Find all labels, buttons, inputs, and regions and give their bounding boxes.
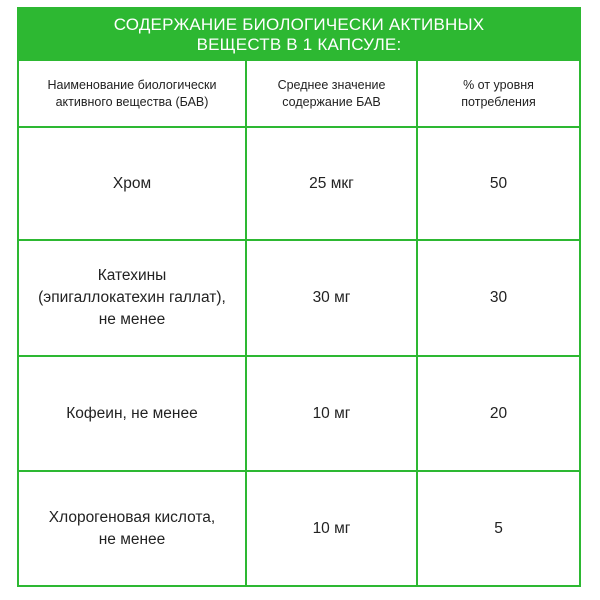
row-2-substance-name-line-3: не менее xyxy=(98,311,166,328)
row-2-substance-name xyxy=(19,241,247,357)
row-4-amount: 10 мг xyxy=(247,472,418,585)
row-3-amount: 10 мг xyxy=(247,357,418,472)
row-4-substance-name xyxy=(19,472,247,585)
header-percent-intake-line-2: потребления xyxy=(461,94,536,109)
header-percent-intake xyxy=(418,61,579,128)
table-title-line-1: СОДЕРЖАНИЕ БИОЛОГИЧЕСКИ АКТИВНЫХ xyxy=(113,15,485,34)
row-1-substance-name-line-1: Хром xyxy=(112,174,152,192)
header-average-content-line-2: содержание БАВ xyxy=(282,94,381,109)
row-1-percent: 50 xyxy=(418,128,579,241)
header-average-content xyxy=(247,61,418,128)
table-title xyxy=(19,9,579,61)
row-1-amount: 25 мкг xyxy=(247,128,418,241)
row-4-percent: 5 xyxy=(494,519,503,537)
nutrient-table xyxy=(19,61,579,585)
header-substance-name-line-1: Наименование биологически xyxy=(47,77,217,92)
header-average-content-line-1: Среднее значение xyxy=(277,77,386,92)
header-percent-intake-line-1: % от уровня xyxy=(463,77,534,92)
row-4-substance-name-line-2: не менее xyxy=(98,530,166,548)
row-2-amount: 30 мг xyxy=(247,241,418,357)
row-1-substance-name xyxy=(19,128,247,241)
row-4-substance-name-line-1: Хлорогеновая кислота, xyxy=(48,508,216,526)
row-3-substance-name-line-1: Кофеин, не менее xyxy=(66,404,198,422)
nutrient-table-frame xyxy=(17,7,581,587)
row-2-substance-name-line-1: Катехины xyxy=(97,267,167,284)
row-2-percent: 30 xyxy=(418,241,579,357)
row-3-substance-name xyxy=(19,357,247,472)
header-substance-name-line-2: активного вещества (БАВ) xyxy=(55,94,209,109)
table-title-line-2: ВЕЩЕСТВ В 1 КАПСУЛЕ: xyxy=(196,35,402,54)
row-3-percent: 20 xyxy=(418,357,579,472)
header-substance-name xyxy=(19,61,247,128)
row-2-substance-name-line-2: (эпигаллокатехин галлат), xyxy=(38,289,226,306)
